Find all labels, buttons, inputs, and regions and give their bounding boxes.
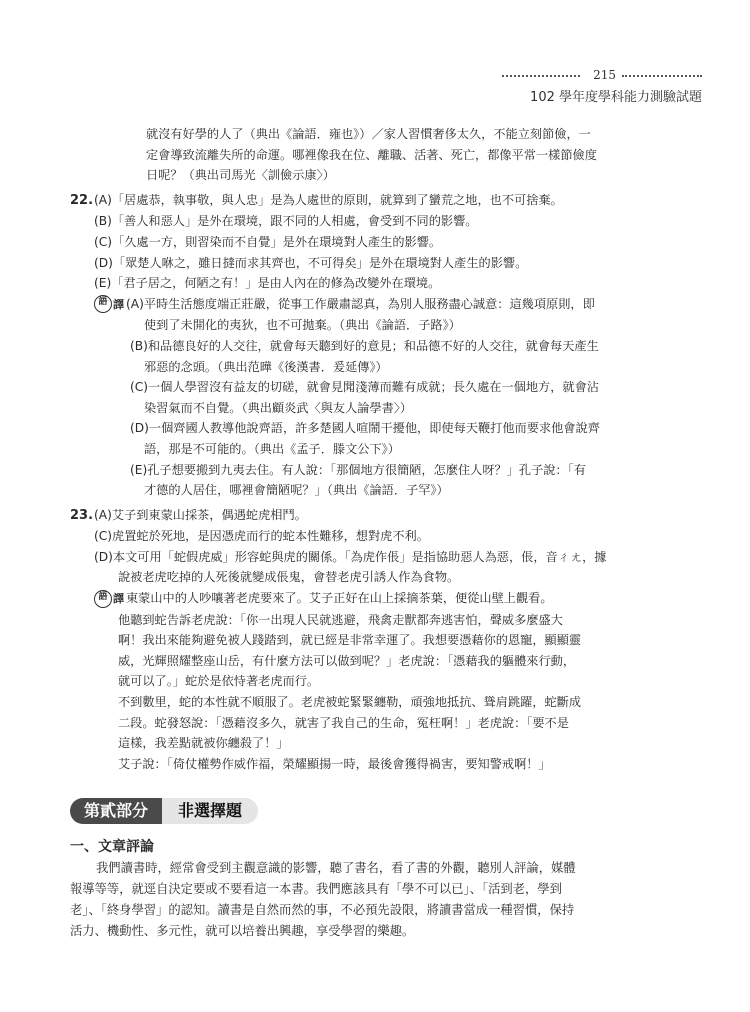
- translation-tag-label: 譯: [113, 592, 124, 606]
- continuation-line: 日呢？（典出司馬光〈訓儉示康〉）: [146, 168, 335, 183]
- translation-line: 這樣，我差點就被你纏殺了！」: [118, 736, 289, 751]
- option-text: (A)艾子到東蒙山採茶，偶遇蛇虎相鬥。: [94, 507, 307, 522]
- question-22: [70, 190, 700, 501]
- translation-line: 不到數里，蛇的本性就不順服了。老虎被蛇緊緊纏勒，頑強地抵抗、聳肩跳躍，蛇斷成: [118, 695, 582, 710]
- translation-line: 才德的人居住，哪裡會簡陋呢？」（典出《論語．子罕》）: [144, 483, 449, 498]
- continuation-line: 定會導致流離失所的命運。哪裡像我在位、離職、活著、死亡，都像平常一樣節儉度: [146, 147, 597, 162]
- main-content: [70, 124, 700, 774]
- option-text: (A)「居處恭，執事敬，與人忠」是為人處世的原則，就算到了蠻荒之地，也不可捨棄。: [94, 192, 563, 207]
- translation-line: 語，那是不可能的。（典出《孟子．滕文公下》）: [144, 441, 400, 456]
- dotted-rule-right: [622, 75, 702, 77]
- question-22-option-e: (E)「君子居之，何陋之有！」是由人內在的修為改變外在環境。: [94, 276, 441, 291]
- translation-line: 艾子說：「倚仗權勢作威作福，榮耀顯揚一時，最後會獲得禍害，要知警戒啊！」: [118, 756, 551, 771]
- translation-line: (D)一個齊國人教導他說齊語，許多楚國人喧鬧干擾他，即使每天鞭打他而要求他會說齊: [130, 421, 600, 436]
- page-number: 215: [593, 68, 616, 82]
- question-number: 23.: [70, 507, 94, 523]
- translation-line: 邪惡的念頭。（典出范曄《後漢書．爰延傳》）: [144, 359, 388, 374]
- page-header: [442, 68, 702, 105]
- translation-line: (B)和品德良好的人交往，就會每天聽到好的意見；和品德不好的人交往，就會每天產生: [130, 338, 599, 353]
- paragraph-line: 報導等等，就逕自決定要或不要看這一本書。我們應該具有「學不可以已」、「活到老，學到: [70, 882, 562, 896]
- question-22-option-a: [70, 190, 700, 212]
- translation-line: 啊！我出來能夠避免被人踐踏到，就已經是非常幸運了。我想要憑藉你的恩寵，顯顯靈: [118, 633, 582, 648]
- translation-line: (A)平時生活態度端正莊嚴，從事工作嚴肅認真，為別人服務盡心誠意：這幾項原則，即: [126, 296, 595, 311]
- translation-line: 威，光輝照耀整座山岳，有什麼方法可以做到呢？」老虎說：「憑藉我的軀體來行動，: [118, 653, 576, 668]
- essay-paragraph: [70, 858, 676, 942]
- translation-line: 就可以了。」蛇於是依恃著老虎而行。: [118, 674, 320, 689]
- question-22-option-c: (C)「久處一方，則習染而不自覺」是外在環境對人產生的影響。: [94, 234, 442, 249]
- question-22-option-d: (D)「眾楚人咻之，雖日撻而求其齊也，不可得矣」是外在環境對人產生的影響。: [94, 255, 528, 270]
- section-part-label: 第貳部分: [70, 798, 162, 824]
- paragraph-line: 我們讀書時，經常會受到主觀意識的影響，聽了書名，看了書的外觀，聽別人評論，媒體: [96, 861, 576, 875]
- section-name-label: 非選擇題: [162, 798, 258, 824]
- paragraph-line: 老」、「終身學習」的認知。讀書是自然而然的事，不必預先設限，將讀書當成一種習慣，保持: [70, 903, 575, 917]
- page-number-row: [442, 68, 702, 82]
- translation-tag-icon: 語: [94, 295, 112, 313]
- translation-line: 二段。蛇發怒說：「憑藉沒多久，就害了我自己的生命，冤枉啊！」老虎說：「要不是: [118, 715, 569, 730]
- question-23-option-c: (C)虎置蛇於死地，是因憑虎而行的蛇本性難移，想對虎不利。: [94, 529, 429, 544]
- subsection-title: 一、文章評論: [70, 839, 154, 855]
- continuation-line: 就沒有好學的人了（典出《論語．雍也》）／家人習慣奢侈太久，不能立刻節儉，一: [146, 127, 591, 141]
- question-23-option-d-cont: 說被老虎吃掉的人死後就變成倀鬼，會替老虎引誘人作為食物。: [118, 570, 460, 585]
- translation-line: 使到了未開化的夷狄，也不可拋棄。（典出《論語．子路》）: [144, 318, 461, 333]
- question-22-option-b: (B)「善人和惡人」是外在環境，跟不同的人相處，會受到不同的影響。: [94, 214, 478, 229]
- translation-line: 東蒙山中的人吵嚷著老虎要來了。艾子正好在山上採摘茶葉，便從山壁上觀看。: [126, 591, 553, 606]
- translation-tag-icon: 語: [94, 590, 112, 608]
- translation-tag-label: 譯: [113, 297, 124, 311]
- paragraph-line: 活力、機動性、多元性，就可以培養出興趣，享受學習的樂趣。: [70, 924, 415, 938]
- question-23: [70, 505, 700, 775]
- translation-header: [70, 294, 700, 316]
- exam-title: 102 學年度學科能力測驗試題: [530, 90, 702, 105]
- translation-header: [70, 588, 700, 610]
- section-banner: [70, 796, 260, 826]
- translation-line: (E)孔子想要搬到九夷去住。有人說：「那個地方很簡陋，怎麼住人呀？」孔子說：「有: [130, 462, 586, 477]
- question-number: 22.: [70, 192, 94, 208]
- dotted-rule-left: [502, 75, 580, 77]
- question-23-option-a: [70, 505, 700, 527]
- translation-line: (C)一個人學習沒有益友的切磋，就會見聞淺薄而難有成就；長久處在一個地方，就會沾: [130, 380, 599, 395]
- translation-line: 他聽到蛇告訴老虎說：「你一出現人民就逃避，飛禽走獸都奔逃害怕，聲威多麼盛大: [118, 612, 563, 627]
- translation-line: 染習氣而不自覺。（典出顧炎武〈與友人論學書〉）: [144, 400, 413, 415]
- question-23-option-d: (D)本文可用「蛇假虎威」形容蛇與虎的關係。「為虎作倀」是指協助惡人為惡，倀，音ㄔㄤ，據: [94, 549, 607, 564]
